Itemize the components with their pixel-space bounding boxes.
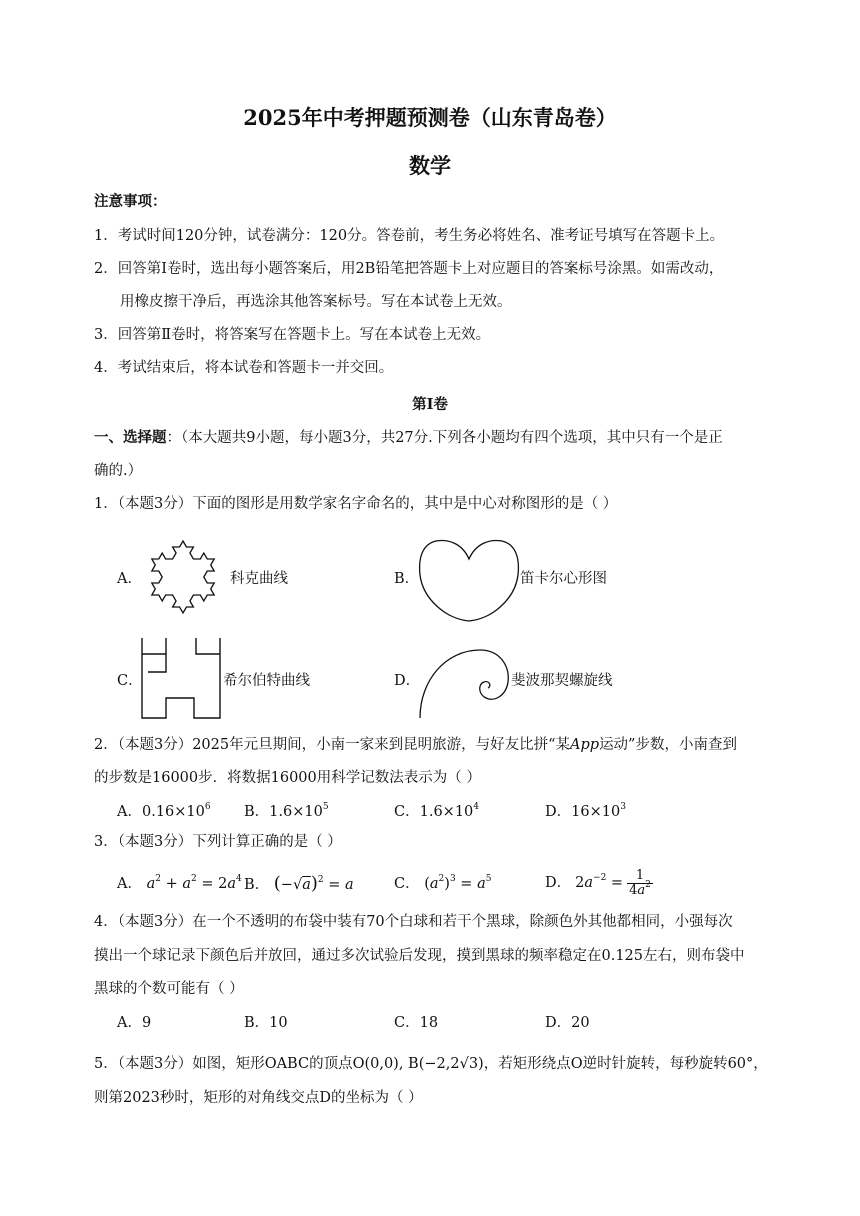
q2-option-letter: D． [545,804,572,820]
note-item: 2．回答第Ⅰ卷时，选出每小题答案后，用2B铅笔把答题卡上对应题目的答案标号涂黑。如需改动， [94,261,724,277]
q3-option-c: C． $(a^2)^3 = a^5$ [394,874,492,892]
q2-stem-b: 运动”步数，小南查到 [599,737,737,753]
q2-stem-a: 2．（本题3分）2025年元旦期间，小南一家来到昆明旅游，与好友比拼“某 [94,737,571,753]
q3-option-d: D． $2a^{-2}$ = $\frac{1}{4a^2}$ [545,867,651,898]
q3-option-letter: B． [244,877,270,893]
section-desc-2: 确的.） [94,463,143,479]
q2-option-exp: 5 [322,802,329,812]
q1-option-b-caption: 笛卡尔心形图 [520,571,607,587]
q2-option-exp: 6 [204,802,211,812]
note-item: 3．回答第Ⅱ卷时，将答案写在答题卡上。写在本试卷上无效。 [94,327,491,343]
subject-title: 数学 [409,153,451,178]
q3-option-b: B． $(-√a)^2 = a$ [244,873,354,894]
q4-option-value: 10 [269,1015,288,1031]
section-desc: ：（本大题共9小题，每小题3分，共27分.下列各小题均有四个选项，其中只有一个是正 [166,430,723,446]
q2-option-a [117,802,211,822]
q2-option-value: 0.16×10 [141,804,205,820]
note-item: 4．考试结束后，将本试卷和答题卡一并交回。 [94,360,394,376]
q4-option-letter: B． [244,1015,270,1031]
q3-stem: 3．（本题3分）下列计算正确的是（ ） [94,834,342,850]
q2-option-letter: A． [117,804,142,820]
q2-option-d [545,802,626,822]
q2-app: App [570,737,600,753]
note-item: 用橡皮擦干净后，再选涂其他答案标号。写在本试卷上无效。 [120,294,512,310]
section-heading-line [94,428,723,448]
q2-stem-line2: 的步数是16000步．将数据16000用科学记数法表示为（ ） [94,770,481,786]
q4-option-value: 9 [141,1015,152,1031]
part-title: 第Ⅰ卷 [412,396,448,413]
q1-option-a-letter: A． [117,571,142,587]
paper-title: 2025年中考押题预测卷（山东青岛卷） [243,105,617,130]
q3-option-letter: D． [545,875,572,891]
hilbert-curve-icon [140,638,222,720]
cardioid-icon [418,537,520,625]
notes-heading: 注意事项： [94,193,167,210]
q4-option-d [545,1013,590,1033]
q3-option-letter: C． [394,876,420,892]
q1-option-c-caption: 希尔伯特曲线 [223,673,310,689]
q2-option-c [394,802,479,822]
q4-option-b [244,1013,288,1033]
q1-stem: 1．（本题3分）下面的图形是用数学家名字命名的，其中是中心对称图形的是（ ） [94,496,618,512]
fibonacci-spiral-icon [418,640,510,720]
q2-option-letter: C． [394,804,420,820]
q2-option-value: 1.6×10 [269,804,323,820]
q1-option-d-letter: D． [394,673,421,689]
q2-option-b [244,802,329,822]
q1-option-d-caption: 斐波那契螺旋线 [511,673,613,689]
section-heading: 一、选择题 [94,429,167,446]
q2-option-letter: B． [244,804,270,820]
q1-option-b-letter: B． [394,571,420,587]
q2-option-value: 1.6×10 [419,804,474,820]
q2-option-exp: 4 [473,802,480,812]
q4-option-a [117,1013,151,1033]
q5-line1: 5．（本题3分）如图，矩形OABC的顶点O(0,0), B(−2,2√3)，若矩形绕点O逆时针旋转，每秒旋转60°， [94,1056,768,1072]
q4-option-c [394,1013,438,1033]
q4-line3: 黑球的个数可能有（ ） [94,981,244,997]
q2-option-value: 16×10 [571,804,621,820]
q3-option-a: A． $a^2 + a^2 = 2a^4$ [117,874,242,892]
q3-option-letter: A． [117,876,142,892]
q4-option-value: 20 [571,1015,590,1031]
q5-line2: 则第2023秒时，矩形的对角线交点D的坐标为（ ） [94,1090,423,1106]
q4-option-letter: A． [117,1015,142,1031]
q2-stem-line1 [94,735,737,755]
note-item: 1．考试时间120分钟，试卷满分：120分。答卷前，考生务必将姓名、准考证号填写在答题卡上。 [94,228,725,244]
q4-line2: 摸出一个球记录下颜色后并放回，通过多次试验后发现，摸到黑球的频率稳定在0.125左右，则布袋中 [94,948,745,964]
koch-snowflake-icon [137,527,229,625]
q4-option-value: 18 [419,1015,439,1031]
q2-option-exp: 3 [620,802,626,812]
q4-option-letter: D． [545,1015,572,1031]
q4-option-letter: C． [394,1015,420,1031]
q4-line1: 4．（本题3分）在一个不透明的布袋中装有70个白球和若干个黑球，除颜色外其他都相同，小强每次 [94,914,733,930]
q1-option-a-caption: 科克曲线 [230,571,288,587]
q1-option-c-letter: C． [117,673,143,689]
